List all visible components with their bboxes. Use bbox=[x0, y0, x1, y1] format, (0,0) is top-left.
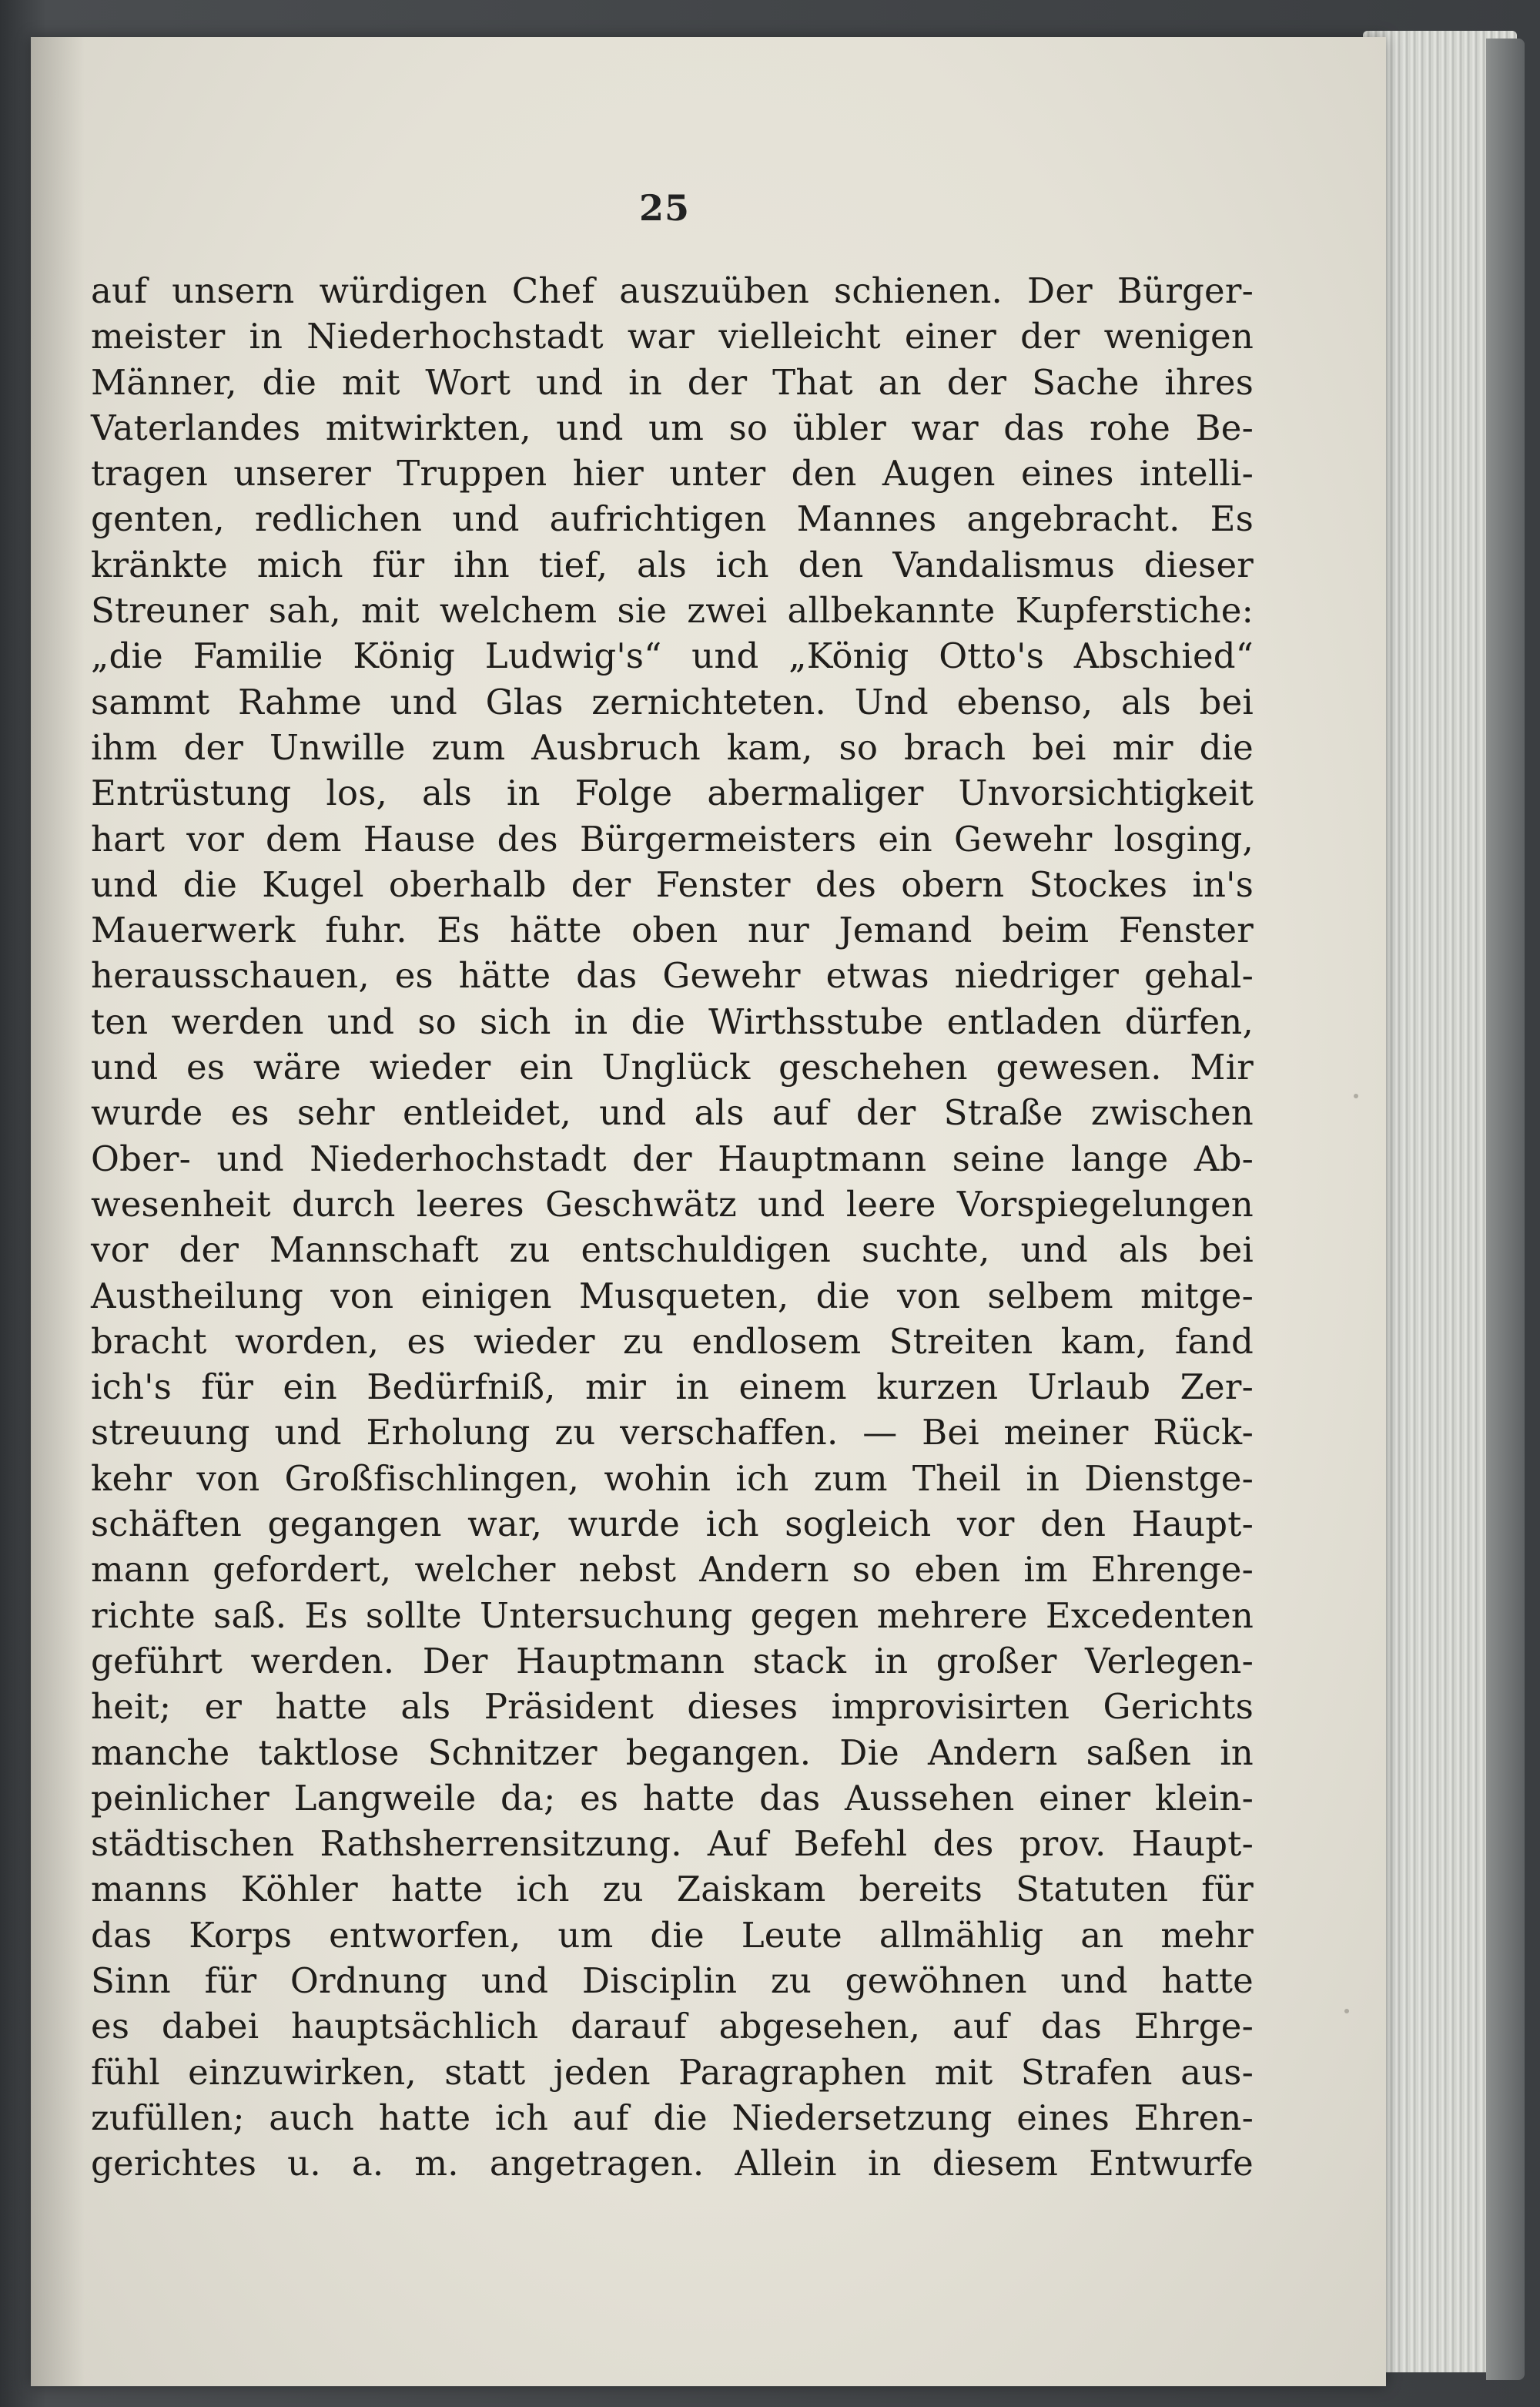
text-line: das Korps entworfen, um die Leute allmählig an mehr bbox=[91, 1914, 1254, 1956]
text-line: wurde es sehr entleidet, und als auf der Straße zwischen bbox=[91, 1092, 1254, 1134]
text-line: manche taktlose Schnitzer begangen. Die Andern saßen in bbox=[91, 1731, 1254, 1773]
text-line: ihm der Unwille zum Ausbruch kam, so brach bei mir die bbox=[91, 726, 1254, 768]
text-line: „die Familie König Ludwig's“ und „König Otto's Abschied“ bbox=[91, 635, 1254, 677]
book-page bbox=[31, 37, 1386, 2386]
text-line: ich's für ein Bedürfniß, mir in einem kurzen Urlaub Zer- bbox=[91, 1366, 1254, 1408]
text-line: meister in Niederhochstadt war vielleicht einer der wenigen bbox=[91, 316, 1254, 357]
text-line: es dabei hauptsächlich darauf abgesehen, auf das Ehrge- bbox=[91, 2006, 1254, 2047]
text-line: hart vor dem Hause des Bürgermeisters ein Gewehr losging, bbox=[91, 818, 1254, 860]
text-line: auf unsern würdigen Chef auszuüben schienen. Der Bürger- bbox=[91, 270, 1254, 311]
text-line: wesenheit durch leeres Geschwätz und leere Vorspiegelungen bbox=[91, 1183, 1254, 1225]
text-line: schäften gegangen war, wurde ich sogleich vor den Haupt- bbox=[91, 1504, 1254, 1545]
text-line: Streuner sah, mit welchem sie zwei allbekannte Kupferstiche: bbox=[91, 590, 1254, 632]
text-line: und die Kugel oberhalb der Fenster des obern Stockes in's bbox=[91, 863, 1254, 905]
text-line: Austheilung von einigen Musqueten, die von selbem mitge- bbox=[91, 1275, 1254, 1316]
text-line: städtischen Rathsherrensitzung. Auf Befehl des prov. Haupt- bbox=[91, 1823, 1254, 1865]
text-line: sammt Rahme und Glas zernichteten. Und ebenso, als bei bbox=[91, 681, 1254, 722]
text-line: herausschauen, es hätte das Gewehr etwas niedriger gehal- bbox=[91, 955, 1254, 997]
text-line: genten, redlichen und aufrichtigen Mannes angebracht. Es bbox=[91, 498, 1254, 540]
text-line: peinlicher Langweile da; es hatte das Aussehen einer klein- bbox=[91, 1777, 1254, 1819]
text-line: Ober- und Niederhochstadt der Hauptmann seine lange Ab- bbox=[91, 1138, 1254, 1179]
text-line: kränkte mich für ihn tief, als ich den Vandalismus dieser bbox=[91, 544, 1254, 585]
text-line: gerichtes u. a. m. angetragen. Allein in diesem Entwurfe bbox=[91, 2143, 1254, 2184]
text-line: kehr von Großfischlingen, wohin ich zum Theil in Dienstge- bbox=[91, 1457, 1254, 1499]
text-line: streuung und Erholung zu verschaffen. — Bei meiner Rück- bbox=[91, 1412, 1254, 1453]
text-line: Sinn für Ordnung und Disciplin zu gewöhnen und hatte bbox=[91, 1959, 1254, 2001]
page-number: 25 bbox=[639, 187, 691, 229]
text-line: mann gefordert, welcher nebst Andern so eben im Ehrenge- bbox=[91, 1549, 1254, 1591]
text-line: Vaterlandes mitwirkten, und um so übler war das rohe Be- bbox=[91, 407, 1254, 448]
text-line: Mauerwerk fuhr. Es hätte oben nur Jemand beim Fenster bbox=[91, 910, 1254, 951]
text-line: und es wäre wieder ein Unglück geschehen gewesen. Mir bbox=[91, 1047, 1254, 1088]
paper-speck bbox=[1344, 2009, 1349, 2013]
paper-speck bbox=[1354, 1094, 1358, 1098]
text-line: richte saß. Es sollte Untersuchung gegen mehrere Excedenten bbox=[91, 1594, 1254, 1636]
book-cover-edge bbox=[1486, 39, 1525, 2380]
text-line: manns Köhler hatte ich zu Zaiskam bereits Statuten für bbox=[91, 1869, 1254, 1910]
text-line: tragen unserer Truppen hier unter den Augen eines intelli- bbox=[91, 453, 1254, 494]
text-line: heit; er hatte als Präsident dieses improvisirten Gerichts bbox=[91, 1686, 1254, 1728]
text-line: bracht worden, es wieder zu endlosem Streiten kam, fand bbox=[91, 1320, 1254, 1362]
text-line: zufüllen; auch hatte ich auf die Niedersetzung eines Ehren- bbox=[91, 2097, 1254, 2138]
text-line: Entrüstung los, als in Folge abermaliger Unvorsichtigkeit bbox=[91, 773, 1254, 814]
text-line: geführt werden. Der Hauptmann stack in großer Verlegen- bbox=[91, 1640, 1254, 1681]
text-line: vor der Mannschaft zu entschuldigen suchte, und als bei bbox=[91, 1229, 1254, 1271]
page-text bbox=[91, 268, 1254, 2186]
text-line: fühl einzuwirken, statt jeden Paragraphen mit Strafen aus- bbox=[91, 2051, 1254, 2093]
text-line: ten werden und so sich in die Wirthsstube entladen dürfen, bbox=[91, 1001, 1254, 1042]
text-line: Männer, die mit Wort und in der That an der Sache ihres bbox=[91, 361, 1254, 403]
